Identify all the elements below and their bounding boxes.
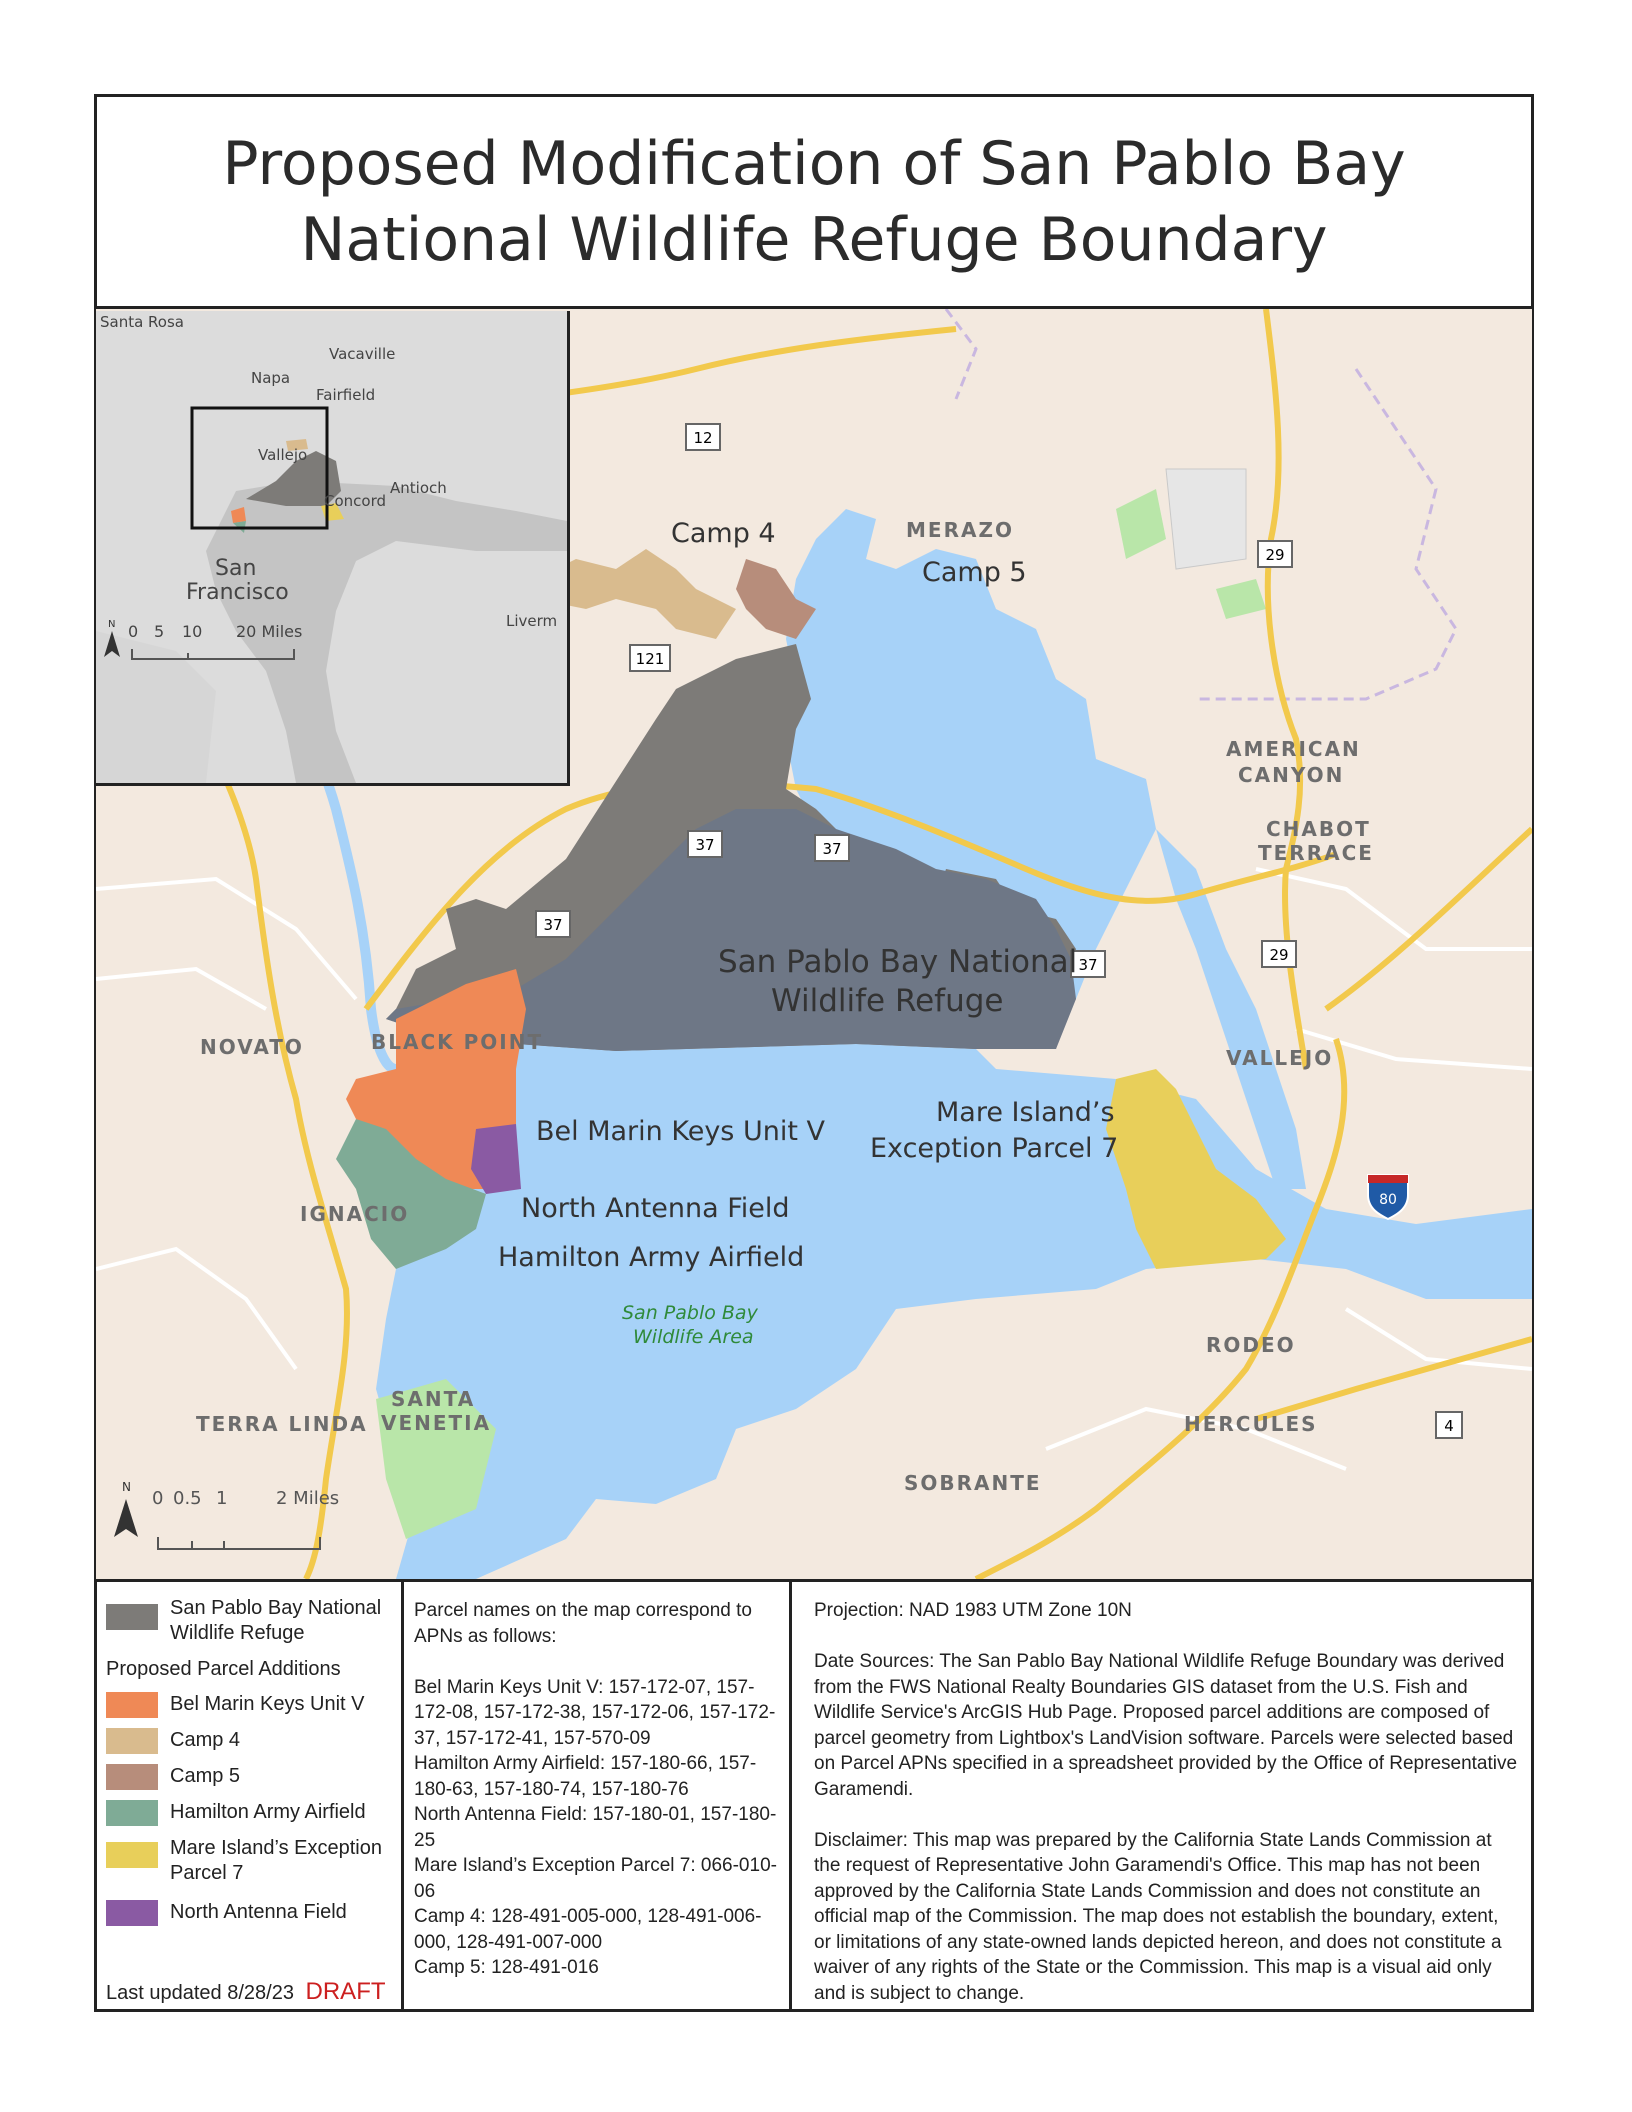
label-terra-linda: TERRA LINDA: [196, 1412, 368, 1436]
svg-text:12: 12: [693, 429, 713, 447]
svg-text:29: 29: [1269, 946, 1289, 964]
label-hamilton-army-airfield: Hamilton Army Airfield: [498, 1242, 805, 1273]
route-shield-12: [686, 424, 720, 450]
svg-text:N: N: [108, 619, 116, 630]
legend-panel: [96, 1582, 404, 2012]
legend-label-line: Wildlife Refuge: [170, 1622, 305, 1644]
svg-text:0: 0: [128, 622, 139, 641]
svg-text:Liverm: Liverm: [506, 612, 558, 630]
legend-swatch: [106, 1728, 158, 1754]
route-shield-37: [688, 831, 722, 857]
legend-swatch: [106, 1692, 158, 1718]
label-bel-marin-keys-unit-v: Bel Marin Keys Unit V: [536, 1116, 825, 1147]
legend-label: Camp 5: [170, 1765, 241, 1787]
legend-swatch: [106, 1764, 158, 1790]
label-santa-venetia: SANTA: [391, 1387, 476, 1411]
legend-item-refuge: [106, 1596, 381, 1646]
apn-panel: [404, 1582, 792, 2012]
notes-panel: [792, 1582, 1532, 2012]
draft-stamp: DRAFT: [305, 1978, 386, 2005]
map-title-line1: Proposed Modification of San Pablo Bay: [222, 128, 1406, 199]
svg-text:37: 37: [822, 840, 842, 858]
label-north-antenna-field: North Antenna Field: [521, 1193, 790, 1224]
label-hercules: HERCULES: [1184, 1412, 1318, 1436]
legend-swatch: [106, 1900, 158, 1926]
legend-label-line: San Pablo Bay National: [170, 1597, 382, 1619]
last-updated-text: Last updated 8/28/23: [106, 1982, 294, 2004]
svg-text:N: N: [122, 1480, 131, 1494]
inset-locator-map[interactable]: [96, 311, 570, 786]
svg-text:Francisco: Francisco: [186, 580, 289, 605]
legend-swatch: [106, 1842, 158, 1868]
svg-text:Concord: Concord: [324, 492, 387, 510]
route-shield-29: [1258, 541, 1292, 567]
urban-gray-area: [1166, 469, 1246, 569]
label-american-canyon: CANYON: [1238, 763, 1345, 787]
svg-text:37: 37: [1078, 956, 1098, 974]
svg-text:Wildlife Area: Wildlife Area: [633, 1326, 754, 1348]
legend-label: North Antenna Field: [170, 1901, 347, 1923]
route-shield-4: [1436, 1412, 1462, 1438]
svg-text:Napa: Napa: [251, 369, 291, 387]
svg-text:Fairfield: Fairfield: [316, 386, 376, 404]
legend-label: [170, 1596, 381, 1646]
legend-label: Mare Island’s Exception Parcel 7: [170, 1837, 382, 1884]
legend-swatch: [106, 1604, 158, 1630]
legend-label: Bel Marin Keys Unit V: [170, 1693, 365, 1715]
label-merazo: MERAZO: [906, 518, 1014, 542]
svg-text:2 Miles: 2 Miles: [276, 1488, 340, 1509]
svg-text:29: 29: [1265, 546, 1285, 564]
label-mare-island-exception: Mare Island’s: [936, 1097, 1115, 1128]
label-mare-island-exception: Exception Parcel 7: [870, 1133, 1119, 1164]
label-novato: NOVATO: [200, 1035, 304, 1059]
legend-item-mare-island: [106, 1836, 396, 1886]
svg-text:37: 37: [543, 916, 563, 934]
route-shield-29: [1262, 941, 1296, 967]
svg-text:Santa Rosa: Santa Rosa: [100, 313, 184, 331]
legend-item-hamilton: [106, 1800, 366, 1826]
notes-text: Projection: NAD 1983 UTM Zone 10N Date Sources: The San Pablo Bay National Wildlife Refuge Boundary was derived from the FWS National Realty Boundaries GIS dataset from the U.S. Fish and Wildlife Service's ArcGIS Hub Page. Proposed parcel additions are composed of parcel geometry from Lightbox's LandVision software. Parcels were selected based on Parcel APNs specified in a spreadsheet provided by the Office of Representative Garamendi. Disclaimer: This map was prepared by the California State Lands Commission at the request of Representative John Garamendi's Office. This map has not been approved by the California State Lands Commission and does not constitute an official map of the Commission. The map does not establish the boundary, extent, or limitations of any state-owned lands depicted hereon, and does not constitute a waiver of any rights of the State or the Commission. This map is a visual aid only and is subject to change.: [814, 1600, 1518, 2004]
legend-item-bel-marin: [106, 1692, 365, 1718]
svg-text:37: 37: [695, 836, 715, 854]
svg-text:5: 5: [154, 622, 165, 641]
apn-text: Parcel names on the map correspond to APNs as follows: Bel Marin Keys Unit V: 157-172-07, 157-172-08, 157-172-38, 157-172-06, 157-172-37, 157-172-41, 157-570-09 Hamilton Army Airfield: 157-180-66, 157-180-63, 157-180-74, 157-180-76 North Antenna Field: 157-180-01, 157-180-25 Mare Island’s Exception Parcel 7: 066-010-06 Camp 4: 128-491-005-000, 128-491-006-000, 128-491-007-000 Camp 5: 128-491-016: [414, 1600, 777, 1978]
legend-item-camp-5: [106, 1764, 240, 1790]
label-refuge: San Pablo Bay National: [718, 944, 1078, 980]
route-shield-121: [630, 645, 670, 671]
label-ignacio: IGNACIO: [300, 1202, 410, 1226]
title-box: [94, 94, 1534, 309]
legend-label: Camp 4: [170, 1729, 241, 1751]
route-shield-37: [536, 911, 570, 937]
legend-item-north-antenna: [106, 1900, 347, 1926]
svg-text:80: 80: [1379, 1192, 1397, 1208]
svg-text:San: San: [215, 556, 257, 581]
svg-text:0: 0: [152, 1488, 164, 1509]
svg-text:20 Miles: 20 Miles: [236, 622, 303, 641]
label-camp-4: Camp 4: [671, 518, 776, 549]
legend-heading: Proposed Parcel Additions: [106, 1658, 341, 1680]
svg-text:San Pablo Bay: San Pablo Bay: [622, 1302, 758, 1324]
legend-swatch: [106, 1800, 158, 1826]
svg-text:1: 1: [216, 1488, 228, 1509]
map-title-line2: National Wildlife Refuge Boundary: [300, 204, 1328, 275]
label-chabot-terrace: CHABOT: [1266, 817, 1371, 841]
svg-text:Vallejo: Vallejo: [258, 446, 308, 464]
map-title: [222, 126, 1405, 278]
label-chabot-terrace: TERRACE: [1258, 841, 1374, 865]
svg-text:4: 4: [1444, 1417, 1454, 1435]
label-sobrante: SOBRANTE: [904, 1471, 1042, 1495]
svg-text:10: 10: [182, 622, 203, 641]
svg-text:Vacaville: Vacaville: [329, 345, 396, 363]
svg-text:Antioch: Antioch: [390, 479, 447, 497]
label-black-point: BLACK POINT: [371, 1030, 544, 1054]
label-american-canyon: AMERICAN: [1226, 737, 1361, 761]
legend-label: Hamilton Army Airfield: [170, 1801, 366, 1823]
label-vallejo: VALLEJO: [1226, 1046, 1334, 1070]
label-refuge: Wildlife Refuge: [771, 983, 1004, 1019]
svg-text:121: 121: [635, 650, 665, 668]
last-updated: [106, 1978, 386, 2006]
svg-text:0.5: 0.5: [173, 1488, 202, 1509]
legend-item-camp-4: [106, 1728, 240, 1754]
route-shield-37: [815, 835, 849, 861]
label-camp-5: Camp 5: [922, 557, 1027, 588]
label-santa-venetia: VENETIA: [381, 1411, 492, 1435]
label-rodeo: RODEO: [1206, 1333, 1296, 1357]
